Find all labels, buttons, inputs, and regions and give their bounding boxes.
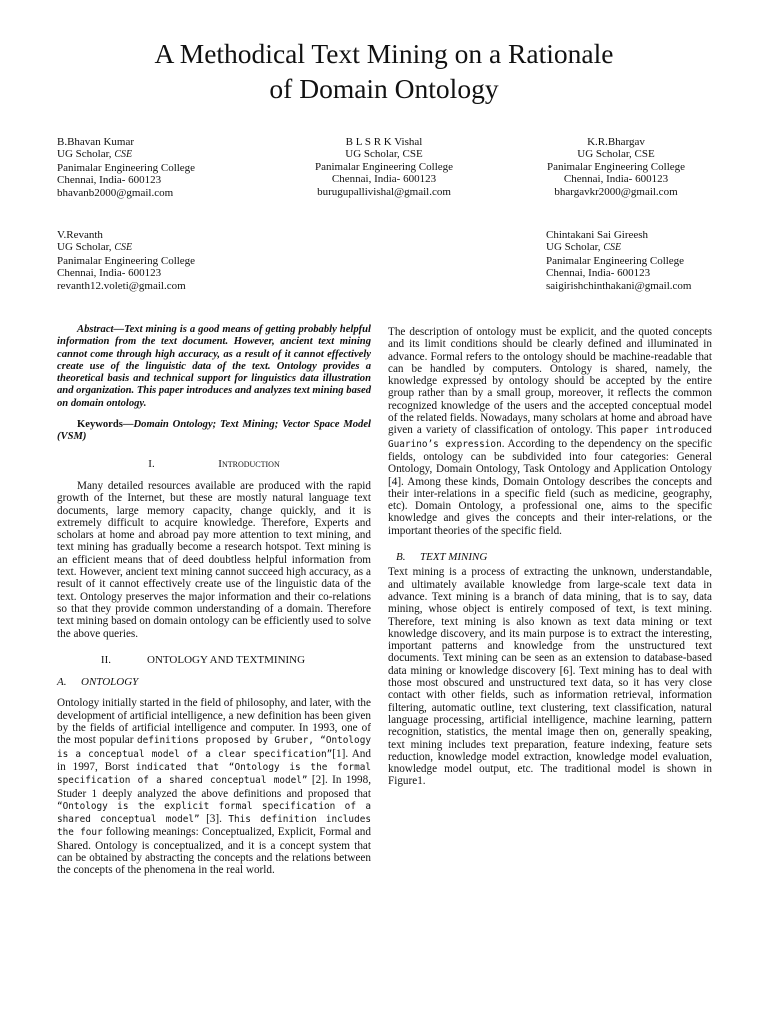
ontology-continued-text: The description of ontology must be explicit, and the quoted concepts and its limit conditions should be clearly defined and illuminated in advance. Formal refers to the ontology should be machine-readable that can be handled by computers. Ontology is shared, namely, the knowledge expressed by ontology should be accepted by the entire group rather than by a small group, moreover, it reflects the common recognized knowledge of the users and the accepted conceptual model of the related fields. Nowadays, many scholars at home and abroad have given a variety of classification of ontology. This paper introduced Guarino’s expression. According to the dependency on the specific fields, ontology can be subdivided into four categories: General Ontology, Domain Ontology, Task Ontology and Application Ontology [4]. Among these kinds, Domain Ontology describes the concepts and their inter-relations in a specific field (such as medicine, geography, etc). Domain Ontology, a professional one, aims to the specific knowledge and gives the concepts and their inter-relations, or the important theories of the specific field. [388,326,713,537]
ontology-text: Ontology initially started in the field of philosophy, and later, with the development of artificial intelligence, a new definition has been given by the fields of artificial intelligence and computer. In 1993, one of the most popular definitions proposed by Gruber, “Ontology is a conceptual model of a clear specification”[1]. And in 1997, Borst indicated that “Ontology is the formal specification of a shared conceptual model” [2]. In 1998, Studer 1 deeply analyzed the above definitions and proposed that “Ontology is the explicit formal specification of a shared conceptual model” [3]. This definition includes the four following meanings: Conceptualized, Explicit, Formal and Shared. Ontology is conceptualized, and it is a concept system that can be obtained by abstracting the concepts and the relations between the concepts of the phenomena in the real world. [57,697,371,877]
author-name: V.Revanth [57,229,103,241]
left-column [57,324,371,877]
introduction-text: Many detailed resources available are produced with the rapid growth of the Internet, but these are mostly natural language text documents, large memory capacity, change quickly, and it is extremely difficult to acquire knowledge. Therefore, Experts and scholars at home and abroad pay more attention to text mining, and text mining has gradually become a research hotspot. Text mining is an efficient means that of deed doubtless helpful information from text. However, ancient text mining cannot succeed high accuracy, as a result of it cannot effectively create use of the linguistic data of the text. Ontology preserves the major information and their co-relations so that they provide common understanding of a domain. Therefore text mining based on domain ontology can be efficiently used to solve the above queries. [57,479,371,640]
section-heading-ontology-textmining: II. ONTOLOGY AND TEXTMINING [100,653,306,666]
author-name: B.Bhavan Kumar [57,136,134,148]
author-role: UG Scholar, CSE [345,148,423,161]
author-email: bhargavkr2000@gmail.com [554,185,678,198]
author-email: revanth12.voleti@gmail.com [57,279,186,292]
author-name: Chintakani Sai Gireesh [546,229,649,241]
author-block-3 [532,136,700,198]
subsection-heading-ontology: A. ONTOLOGY [57,676,139,689]
author-name: K.R.Bhargav [587,136,645,148]
text-mining-text: Text mining is a process of extracting the unknown, understandable, and ultimately available knowledge from large-scale text data in advance. Text mining is a branch of data mining, that is to say, data mining, whose object is entirely composed of text, is text mining. Therefore, text mining is also known as text data mining or text knowledge discovery, and its main purpose is to extract the interesting, important patterns and knowledge from the unstructured text documents. Text mining can be seen as an extension to database-based data mining or knowledge discovery [6]. Text mining has to deal with those most obscured and unstructured text data, so it has very close contact with other fields, such as information retrieval, information filtering, automatic outline, text clustering, text classification, natural language processing, artificial intelligence, machine learning, pattern recognition, statistics, the mental image then on, generally speaking, text mining includes text preparation, feature indexing, feature sets reduction, knowledge model extraction, knowledge model evaluation, knowledge model output, etc. The traditional model is shown in Figure1. [388,566,712,788]
author-college: Panimalar Engineering College [546,254,685,267]
right-column [388,326,712,788]
author-name: B L S R K Vishal [345,136,423,148]
author-city: Chennai, India- 600123 [563,173,669,186]
author-city: Chennai, India- 600123 [331,173,437,186]
title-line-2: of Domain Ontology [269,73,499,104]
author-college: Panimalar Engineering College [57,161,196,174]
author-email: burugupallivishal@gmail.com [317,185,451,198]
author-role: UG Scholar, CSE [57,241,133,254]
keywords: Keywords—Domain Ontology; Text Mining; Vector Space Model (VSM) [57,419,371,443]
author-college: Panimalar Engineering College [314,160,454,173]
author-college: Panimalar Engineering College [57,254,196,267]
title-line-1: A Methodical Text Mining on a Rationale [154,38,614,69]
author-role: UG Scholar, CSE [546,241,622,254]
author-block-1 [57,136,195,199]
paper-title [60,36,708,106]
author-email: bhavanb2000@gmail.com [57,186,174,199]
section-heading-introduction: I. Introduction [148,457,280,470]
author-city: Chennai, India- 600123 [57,174,162,187]
author-block-4 [57,229,195,292]
author-role: UG Scholar, CSE [57,148,133,161]
author-email: saigirishchinthakani@gmail.com [546,279,692,292]
author-block-2 [300,136,468,198]
author-city: Chennai, India- 600123 [57,267,162,280]
subsection-heading-text-mining: B. TEXT MINING [396,551,488,564]
author-role: UG Scholar, CSE [577,148,655,161]
author-city: Chennai, India- 600123 [546,267,651,280]
author-college: Panimalar Engineering College [546,160,686,173]
author-block-5 [546,229,691,292]
abstract: Abstract—Text mining is a good means of getting probably helpful information from the text document. However, ancient text mining cannot come through high accuracy, as a result of it cannot effectively create use of the linguistic data of the text. Ontology provides a theoretical basis and technical support for linguistics data illustration and organization. This paper introduces and analyzes text mining based on domain ontology. [57,324,371,409]
